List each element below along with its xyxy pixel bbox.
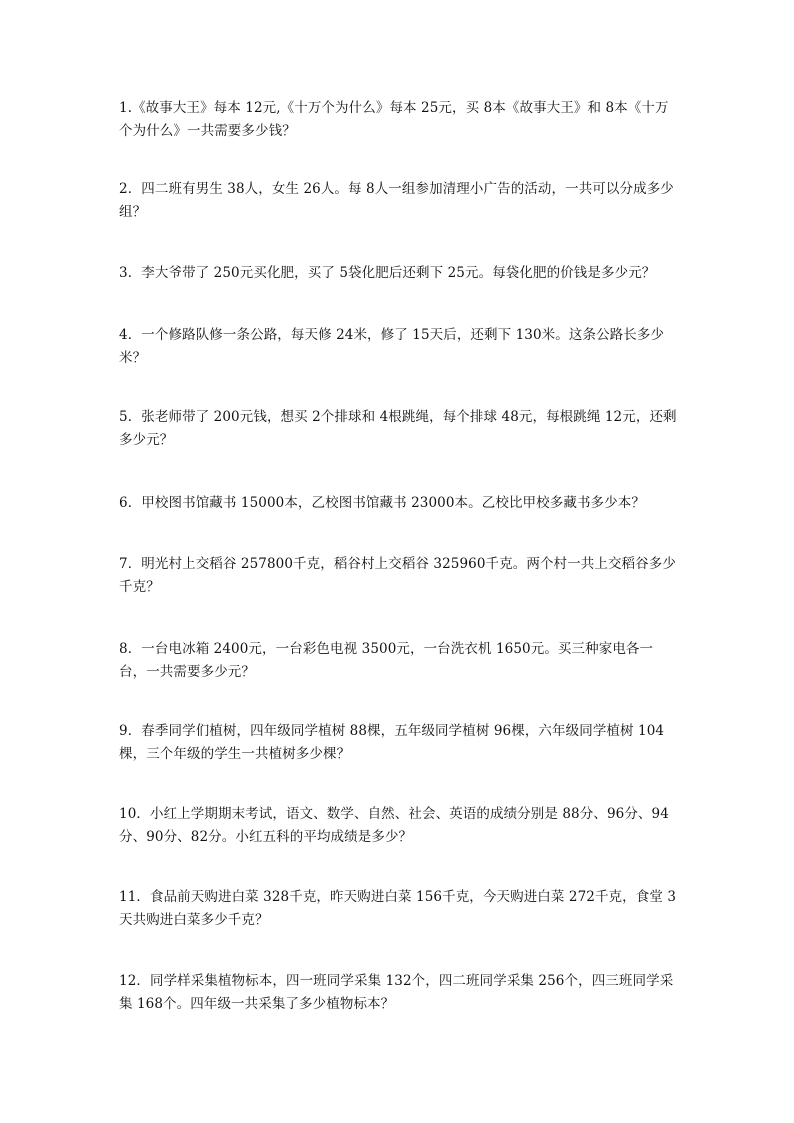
problem-9: 9．春季同学们植树，四年级同学植树 88棵，五年级同学植树 96棵，六年级同学植树 104棵，三个年级的学生一共植树多少棵？ xyxy=(119,723,665,762)
problem-12: 12．同学样采集植物标本，四一班同学采集 132个，四二班同学采集 256个，四三班同学采集 168个。四年级一共采集了多少植物标本？ xyxy=(119,973,674,1012)
problem-1: 1.《故事大王》每本 12元,《十万个为什么》每本 25元，买 8本《故事大王》和 8本《十万个为什么》一共需要多少钱？ xyxy=(119,100,669,139)
problem-3: 3．李大爷带了 250元买化肥，买了 5袋化肥后还剩下 25元。每袋化肥的价钱是多少元？ xyxy=(119,265,656,281)
problem-8: 8．一台电冰箱 2400元，一台彩色电视 3500元，一台洗衣机 1650元。买三种家电各一台，一共需要多少元？ xyxy=(119,641,654,680)
problem-11: 11．食品前天购进白菜 328千克，昨天购进白菜 156千克，今天购进白菜 272千克，食堂 3天共购进白菜多少千克？ xyxy=(119,889,677,928)
problem-6: 6．甲校图书馆藏书 15000本，乙校图书馆藏书 23000本。乙校比甲校多藏书多少本？ xyxy=(119,495,645,511)
problem-10: 10．小红上学期期末考试，语文、数学、自然、社会、英语的成绩分别是 88分、96分、94分、90分、82分。小红五科的平均成绩是多少？ xyxy=(119,806,669,845)
problem-7: 7．明光村上交稻谷 257800千克，稻谷村上交稻谷 325960千克。两个村一共上交稻谷多少千克？ xyxy=(119,556,676,595)
problem-2: 2．四二班有男生 38人，女生 26人。每 8人一组参加清理小广告的活动，一共可以分成多少组？ xyxy=(119,181,674,220)
problem-5: 5．张老师带了 200元钱，想买 2个排球和 4根跳绳，每个排球 48元，每根跳绳 12元，还剩多少元？ xyxy=(119,409,677,448)
problem-4: 4．一个修路队修一条公路，每天修 24米，修了 15天后，还剩下 130米。这条公路长多少米？ xyxy=(119,327,665,366)
